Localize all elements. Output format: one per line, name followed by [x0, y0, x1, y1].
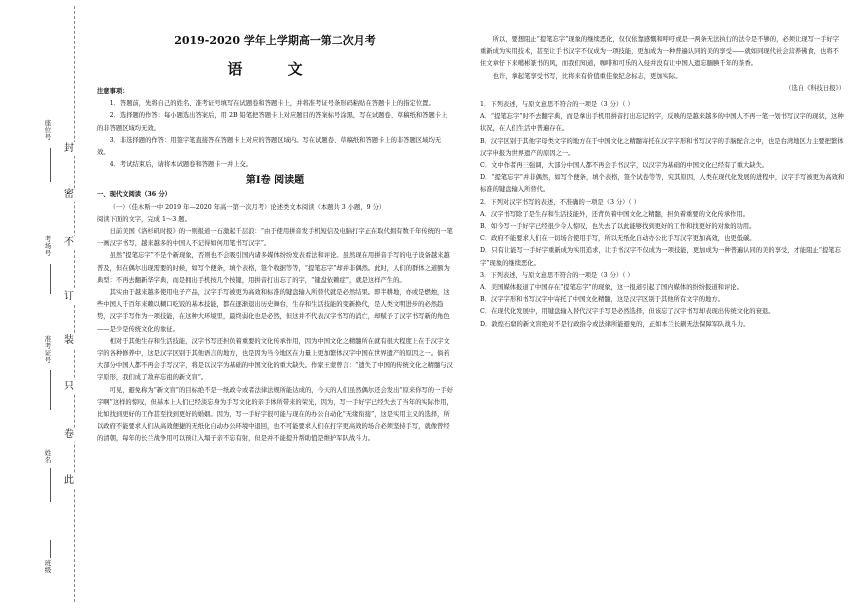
reading-instruction: 阅读下面的文字，完成 1～3 题。	[97, 215, 191, 223]
notice-item: 3．非选择题的作答：用签字笔直接答在答题卡上对应的答题区域内。写在试题卷、草稿纸和答题卡上的非答题区域均无效。	[97, 136, 442, 157]
name-line	[50, 468, 51, 502]
binding-char: 订	[64, 291, 74, 302]
binding-char: 密	[64, 189, 74, 200]
exam-room-label: 考场号	[44, 235, 52, 257]
notice-heading: 注意事项：	[97, 88, 129, 95]
question-option: A．汉字书写除了是生存和生活技能外，还背负着中国文化之精髓，担负着重要的文化传承作用。	[480, 210, 750, 218]
passage-paragraph: 虽然“提笔忘字”不是个新现象，否则也不会吸引国内诸多媒体纷纷发表看法和评论。虽然现在用拼音手写的电子设备越来越普及，但在偶尔出现需要的时候，如写个便条，填个表格，签个收据等等，“提笔忘字”却并非偶然。此时，人们的群体之道额为典型：不再去翻新华字典，而是拥出手机按几个按键，用拼音打出忘了的字，“键盘依赖症”，就是这样产生的。	[97, 252, 450, 284]
binding-char: 不	[64, 237, 74, 248]
seat-number-label: 座位号	[44, 119, 52, 141]
question-option: C．在现代化发展中，用键盘输入替代汉字手写是必然选择，但该忘了汉字书写却表现出传统文化的衰退。	[480, 308, 775, 316]
section-title: 第Ⅰ卷 阅读题	[245, 175, 305, 187]
notice-item: 4．考试结束后，请将本试题卷和答题卡一并上交。	[109, 161, 253, 169]
binding-char: 装	[64, 335, 74, 346]
question-option: A．“提笔忘字”时不去翻字典，而是拿出手机用拼音打出忘记的字，反映的是越来越多的中国人不再一笔一划书写汉字的现状，这种状况，在人们生活中普遍存在。	[480, 113, 844, 133]
question-option: D．“提笔忘字”并非偶然，如写个便条，填个表格，签个试卷等等，究其原因，人类在现代化发展的进程中，汉字手写被更为高效和标准的键盘输入所替代。	[480, 174, 845, 194]
question-option: B．汉字字形和书写汉字中寄托了中国文化精髓，这是汉字区别于其他所有文字的地方。	[480, 296, 724, 304]
passage-paragraph: 相对于其他生存和生活技能，汉字书写还担负着重要的文化传承作用，因为中国文化之精髓所在就有很大程度上在于汉字文字的各种修养中，这是汉字区别于其他语言的地方，也是因为当今地区在力量上更加繁体汉字中国在世界遗产的原因之一。倘若大部分中国人都不再会手写汉字，将是以汉字为基础的中国文化的重大缺失。作家王蒙曾言：“遗失了中国的传统文化之精髓与汉字原形，我们成了敌弃忘祖的新文盲”。	[97, 337, 453, 382]
question-option: B．汉字区别于其他字母类文字的地方在于中国文化之精髓寄托在汉字字形和书写汉字的手脑配合之中，也是台湾地区力主要把繁体汉字申报为世界遗产的原因之一。	[480, 137, 844, 157]
left-column	[97, 0, 453, 443]
passage-paragraph: 所以，要想阻止“提笔忘字”现象的继续恶化，仅仅依靠感慨和呼吁或是一两条无法执行的法令是不够的，必须让现写一手好字重新成为实用技术，甚至让手书汉字不仅成为一项技能，更加成为一种普遍认同的美的享受——就如同现代社会营养佛食，也将不住文章仔下来噶彬篆书的风，而我们知道，咖啡和可乐的入侵并没有让中国人遗忘腼腆千年的茶香。	[480, 36, 840, 68]
passage-paragraph: 日前美国《洛杉矶时报》的一则报道一石激起千层浪：“由于使用拼音发手机短信及电脑打字正在取代拥有数千年传统的一笔一画汉字书写，越来越多的中国人不记得如何用笔书写汉字”。	[97, 228, 453, 248]
question-stem: 1．下列表述，与原文意思不符合的一项是（3 分）（ ）	[480, 101, 634, 109]
passage-paragraph: 其实由于越来越多使用电子产品，汉字手写被更为高效和标准的键盘输入所替代就是必然结果。即半耕地，亦或是燃烛，这些中国人千百年来赖以糊口吃饭的基本技能，都在逐渐退出历史舞台，生存和生活技能的变新换代，是人类文明进步的必然趋势，汉字手写作为一项技能，在这种大环境里，最终弱化也是必然，但这并不代表汉字书写的消亡，却赋予了汉字书写新的角色——是少是传统文化的象征。	[97, 289, 450, 333]
seat-number-line	[50, 148, 51, 182]
question-option: D．敦煌石窟的新文盲绝对不是行政指令或法律所能避免的，正如本兰长刷无法保障军队战斗力。	[480, 320, 750, 328]
question-stem: 3．下列表述，与原文意思不符合的一项是（3 分）（ ）	[480, 271, 634, 279]
right-column	[480, 0, 845, 331]
source-citation: （选自《科技日报》）	[785, 84, 845, 92]
binding-char: 封	[64, 143, 74, 154]
binding-char: 卷	[64, 429, 74, 440]
question-stem: 2．下列对汉字书写的表述，不准确的一项是（3 分）（ ）	[480, 198, 640, 206]
sub-heading: （一）（佳木斯一中 2019 年—2020 年高一第一次月考）论述类文本阅读（本题共 3 小题，9 分）	[109, 203, 386, 211]
passage-paragraph: 也许，拿起笔享受书写，比将来有价值重佳象纪念标志，更加实际。	[492, 72, 682, 80]
exam-room-line	[50, 264, 51, 294]
part-heading: 一、现代文阅读（36 分）	[97, 191, 171, 199]
admission-number-line	[50, 370, 51, 410]
class-label: 班级	[44, 559, 52, 574]
question-option: C．政府不能要求人们在一切场合使用手写，所以无纸化自动办公比手写汉字更加高效，也更低碳。	[480, 235, 756, 243]
notice-item: 2．选择题的作答：每小题选出答案后，用 2B 铅笔把答题卡上对应题目的答案标号涂黑，写在试题卷、草稿纸和答题卡上的非答题区域均无效。	[97, 112, 448, 132]
question-option: D．只有让能写一手好字重新成为实用追求，让手书汉字不仅成为一项技能，更加成为一种普遍认同的美的享受，才能阻止“提笔忘字”现象的继续恶化。	[480, 247, 841, 267]
binding-char: 只	[64, 381, 74, 392]
question-option: B．如今写一手好字已经很少令人惊叹，也失去了以此能够找到更好的工作和找更好的对象的功用。	[480, 223, 756, 231]
admission-number-label: 准考证号	[44, 335, 52, 364]
exam-title: 2019-2020 学年上学期高一第二次月考	[174, 34, 376, 47]
binding-margin	[0, 0, 95, 608]
binding-dashed-line	[74, 6, 75, 602]
question-option: C．文中作者再三强调，大部分中国人都不再会手书汉字，以汉字为基础的中国文化已经有了重大缺失。	[480, 162, 769, 170]
binding-char: 此	[64, 475, 74, 486]
question-option: A．美国媒体报道了中国存在“提笔忘字”的现象，这一报道引起了国内媒体的纷纷报道和评论。	[480, 284, 743, 292]
passage-paragraph: 可见，避免称为“新文盲”的目标绝不是一纸政令或者法律法规所能达成的，今天的人们虽然偶尔还会发出“原来你写的一手好字啊”这样的惊叹，但基本上人们已经淡忘身为手写文化的亲手体所带来的荣光，因为，写一手好字已经失去了当年的实际作用，比如找到更好的工作甚至找到更好的婚姻。因为，写一手好字很可能与现在的办公自动化“无缘衔接”，这是实用主义的选择，所以政府不能要求人们从高效便捷的无纸化自动办公环境中退回，也不可能要求人们在打字更高效的场合必须坚持手写，就像曾经的清朝，每年的长兰战争用可以预让入塌子亲不忘有射，但是并不能提升帮助值是维护军队战斗力。	[97, 386, 453, 443]
subject-title: 语 文	[227, 60, 323, 78]
notice-item: 1．答题前，先将自己的姓名、准考证号填写在试题卷和答题卡上，并将准考证号条形码粘贴在答题卡上的指定位置。	[109, 100, 435, 108]
name-label: 姓名	[44, 449, 52, 464]
class-line	[50, 540, 51, 558]
